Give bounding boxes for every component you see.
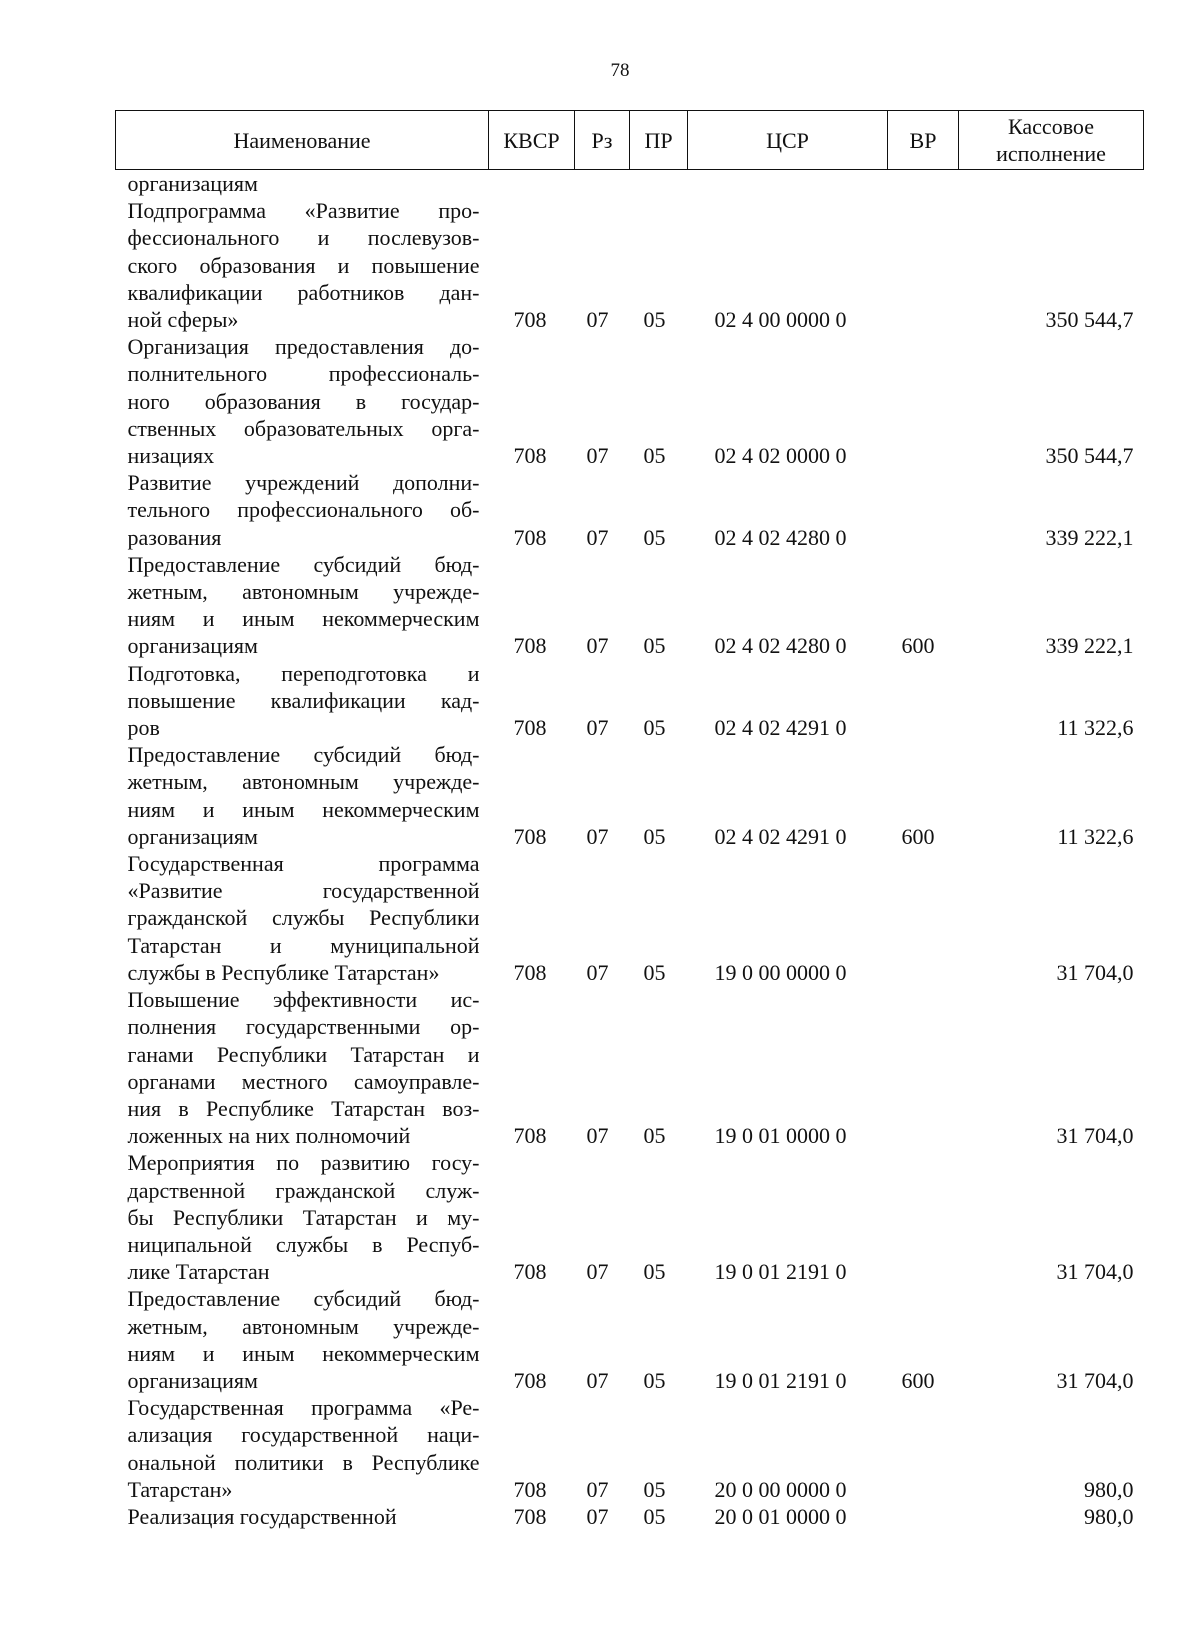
row-rz: 07: [586, 1367, 609, 1393]
row-vr: [888, 1149, 959, 1285]
page-number: 78: [610, 60, 630, 81]
row-csr: 02 4 00 0000 0: [714, 307, 847, 333]
row-rz: 07: [586, 959, 609, 985]
row-name-line: повышение квалификации кад-: [127, 687, 480, 713]
row-kvsr: 708: [513, 823, 547, 849]
row-name-line: Государственная программа: [127, 851, 480, 877]
table-row: [116, 197, 1144, 333]
row-kvsr: 708: [513, 524, 547, 550]
row-csr: 02 4 02 0000 0: [714, 443, 847, 469]
row-amount: 350 544,7: [1045, 443, 1134, 469]
row-amount: 11 322,6: [1057, 715, 1134, 741]
row-rz: 07: [586, 633, 609, 659]
row-csr: 02 4 02 4291 0: [714, 715, 847, 741]
row-kvsr: 708: [513, 959, 547, 985]
row-amount: 31 704,0: [1056, 1259, 1134, 1285]
row-vr: [888, 850, 959, 986]
table-row: [116, 333, 1144, 469]
row-vr: [888, 469, 959, 551]
row-name-line: ниям и иным некоммерческим: [127, 606, 480, 632]
row-vr: [888, 333, 959, 469]
row-name-line: ной сферы»: [127, 307, 239, 333]
row-name-line: ализация государственной наци-: [127, 1422, 480, 1448]
row-name-line: жетным, автономным учрежде-: [127, 769, 480, 795]
row-vr: 600: [901, 1367, 935, 1393]
header-pr: ПР: [630, 111, 688, 170]
row-amount: 339 222,1: [1045, 633, 1134, 659]
row-name: [116, 1394, 489, 1503]
row-name-line: низациях: [127, 443, 215, 469]
row-name-line: организациям: [127, 633, 258, 659]
row-name-line: организациям: [127, 171, 258, 196]
row-name-line: Татарстан и муниципальной: [127, 932, 480, 958]
row-vr: [888, 197, 959, 333]
table-row: [116, 660, 1144, 742]
row-name-line: полнения государственными ор-: [127, 1014, 480, 1040]
table-row: [116, 1149, 1144, 1285]
table-row: [116, 741, 1144, 850]
header-csr: ЦСР: [688, 111, 888, 170]
row-name-line: фессионального и послевузов-: [127, 225, 480, 251]
row-rz: 07: [586, 307, 609, 333]
row-name: [116, 333, 489, 469]
row-amount: 350 544,7: [1045, 307, 1134, 333]
row-vr: [888, 986, 959, 1149]
row-pr: 05: [643, 715, 666, 741]
row-pr: 05: [643, 307, 666, 333]
row-pr: 05: [643, 633, 666, 659]
row-csr: [688, 170, 888, 198]
row-kvsr: 708: [513, 715, 547, 741]
row-csr: 02 4 02 4280 0: [714, 524, 847, 550]
row-name: [116, 850, 489, 986]
row-amount: 980,0: [1084, 1503, 1134, 1529]
row-name-line: ров: [127, 715, 160, 741]
row-kvsr: 708: [513, 307, 547, 333]
row-amount: 11 322,6: [1057, 823, 1134, 849]
header-vr: ВР: [888, 111, 959, 170]
row-csr: 19 0 01 0000 0: [714, 1123, 847, 1149]
row-name-line: организациям: [127, 823, 258, 849]
row-pr: 05: [643, 823, 666, 849]
row-rz: 07: [586, 823, 609, 849]
row-pr: 05: [643, 1367, 666, 1393]
row-amount: 31 704,0: [1056, 1367, 1134, 1393]
row-name-line: службы в Республике Татарстан»: [127, 959, 440, 985]
table-row: [116, 1394, 1144, 1503]
table-row: [116, 469, 1144, 551]
row-amount: 339 222,1: [1045, 524, 1134, 550]
row-amount: 31 704,0: [1056, 1123, 1134, 1149]
row-name-line: тельного профессионального об-: [127, 497, 480, 523]
table-row: [116, 1285, 1144, 1394]
row-kvsr: 708: [513, 1476, 547, 1502]
row-name-line: ганами Республики Татарстан и: [127, 1041, 480, 1067]
row-name: [116, 551, 489, 660]
row-name-line: Предоставление субсидий бюд-: [127, 551, 480, 577]
row-name: [116, 1503, 489, 1530]
row-name-line: жетным, автономным учрежде-: [127, 1313, 480, 1339]
row-kvsr: 708: [513, 1367, 547, 1393]
row-name: [116, 1149, 489, 1285]
row-kvsr: [489, 170, 575, 198]
row-kvsr: 708: [513, 1503, 547, 1529]
row-name: [116, 741, 489, 850]
row-name: [116, 170, 489, 198]
row-kvsr: 708: [513, 1123, 547, 1149]
row-amount: [959, 170, 1144, 198]
row-name-line: организациям: [127, 1367, 258, 1393]
row-name-line: Организация предоставления до-: [127, 334, 480, 360]
row-name-line: Повышение эффективности ис-: [127, 987, 480, 1013]
row-rz: 07: [586, 524, 609, 550]
row-name-line: лике Татарстан: [127, 1259, 270, 1285]
row-name-line: разования: [127, 524, 222, 550]
header-amount-line1: Кассовое: [1008, 114, 1094, 139]
row-name: [116, 660, 489, 742]
row-vr: 600: [901, 633, 935, 659]
row-csr: 19 0 00 0000 0: [714, 959, 847, 985]
table-row: [116, 986, 1144, 1149]
row-name-line: ложенных на них полномочий: [127, 1123, 411, 1149]
table-header: [116, 111, 1144, 170]
row-name-line: ния в Республике Татарстан воз-: [127, 1095, 480, 1121]
row-name-line: Подготовка, переподготовка и: [127, 660, 480, 686]
row-name-line: ниям и иным некоммерческим: [127, 796, 480, 822]
row-csr: 19 0 01 2191 0: [714, 1367, 847, 1393]
row-pr: 05: [643, 1503, 666, 1529]
row-name-line: «Развитие государственной: [127, 878, 480, 904]
row-name: [116, 469, 489, 551]
table-row: [116, 850, 1144, 986]
header-name: Наименование: [116, 111, 489, 170]
row-name-line: полнительного профессиональ-: [127, 361, 480, 387]
row-pr: 05: [643, 1123, 666, 1149]
row-csr: 02 4 02 4291 0: [714, 823, 847, 849]
header-amount: [959, 111, 1144, 170]
row-csr: 02 4 02 4280 0: [714, 633, 847, 659]
row-name-line: ональной политики в Республике: [127, 1449, 480, 1475]
row-name-line: ного образования в государ-: [127, 388, 480, 414]
row-kvsr: 708: [513, 633, 547, 659]
row-rz: 07: [586, 1476, 609, 1502]
row-pr: 05: [643, 524, 666, 550]
row-pr: 05: [643, 1476, 666, 1502]
row-rz: 07: [586, 715, 609, 741]
row-vr: [888, 660, 959, 742]
row-name-line: квалификации работников дан-: [127, 279, 480, 305]
row-amount: 31 704,0: [1056, 959, 1134, 985]
row-name-line: органами местного самоуправле-: [127, 1068, 480, 1094]
row-kvsr: 708: [513, 443, 547, 469]
table-row: [116, 551, 1144, 660]
row-pr: [630, 170, 688, 198]
header-rz: Рз: [575, 111, 630, 170]
row-vr: [888, 170, 959, 198]
table-body: [116, 170, 1144, 1531]
row-name-line: жетным, автономным учрежде-: [127, 579, 480, 605]
row-name-line: Мероприятия по развитию госу-: [127, 1150, 480, 1176]
row-vr: [888, 1394, 959, 1503]
row-name-line: ственных образовательных орга-: [127, 415, 480, 441]
row-kvsr: 708: [513, 1259, 547, 1285]
row-pr: 05: [643, 443, 666, 469]
row-name-line: Предоставление субсидий бюд-: [127, 742, 480, 768]
row-name: [116, 986, 489, 1149]
row-amount: 980,0: [1084, 1476, 1134, 1502]
row-rz: 07: [586, 1503, 609, 1529]
row-name-line: Татарстан»: [127, 1476, 233, 1502]
row-name-line: бы Республики Татарстан и му-: [127, 1204, 480, 1230]
row-pr: 05: [643, 1259, 666, 1285]
row-name-line: дарственной гражданской служ-: [127, 1177, 480, 1203]
row-name-line: Предоставление субсидий бюд-: [127, 1286, 480, 1312]
row-name-line: ского образования и повышение: [127, 252, 480, 278]
row-csr: 20 0 01 0000 0: [714, 1503, 847, 1529]
row-name: [116, 197, 489, 333]
row-name-line: Подпрограмма «Развитие про-: [127, 198, 480, 224]
row-rz: [575, 170, 630, 198]
row-name-line: Реализация государственной: [127, 1503, 397, 1529]
header-amount-line2: исполнение: [996, 141, 1106, 166]
row-csr: 19 0 01 2191 0: [714, 1259, 847, 1285]
budget-table: [115, 110, 1144, 1530]
row-name: [116, 1285, 489, 1394]
row-name-line: гражданской службы Республики: [127, 905, 480, 931]
table-row: [116, 1503, 1144, 1530]
table-row: [116, 170, 1144, 198]
row-rz: 07: [586, 443, 609, 469]
row-csr: 20 0 00 0000 0: [714, 1476, 847, 1502]
row-rz: 07: [586, 1123, 609, 1149]
row-name-line: Государственная программа «Ре-: [127, 1395, 480, 1421]
row-pr: 05: [643, 959, 666, 985]
row-vr: [888, 1503, 959, 1530]
row-vr: 600: [901, 823, 935, 849]
row-name-line: Развитие учреждений дополни-: [127, 470, 480, 496]
row-name-line: ниям и иным некоммерческим: [127, 1340, 480, 1366]
row-rz: 07: [586, 1259, 609, 1285]
row-name-line: ниципальной службы в Респуб-: [127, 1231, 480, 1257]
header-kvsr: КВСР: [489, 111, 575, 170]
